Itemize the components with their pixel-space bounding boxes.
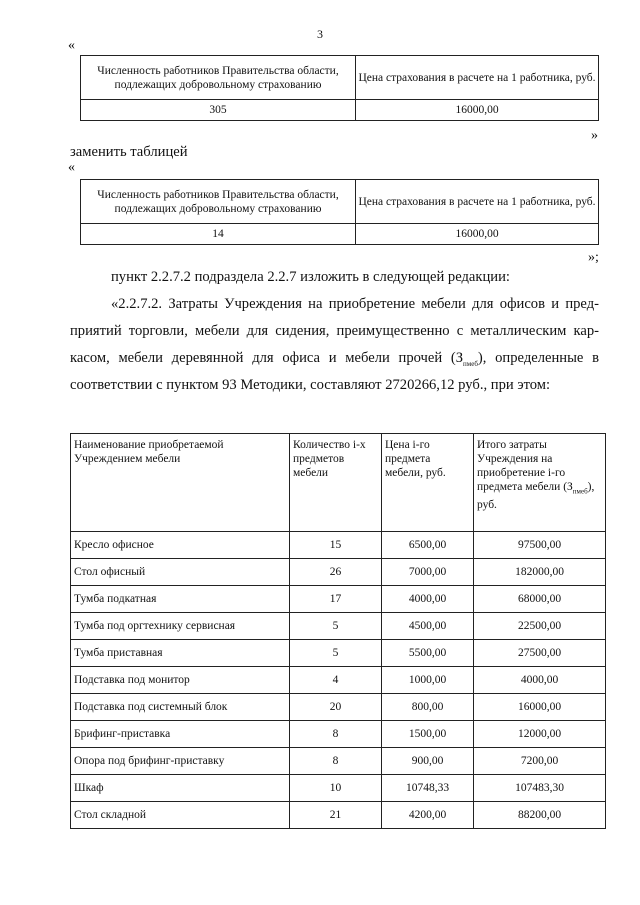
symbol-subscript: пмеб — [463, 359, 478, 368]
open-quote-2: « — [68, 160, 75, 175]
table-row — [81, 100, 599, 121]
cell-item-name: Опора под брифинг-приставку — [71, 748, 290, 775]
new-insurance-table — [80, 179, 599, 245]
page-number: 3 — [317, 27, 323, 41]
cell-employees-value: 305 — [81, 100, 356, 121]
header-cell-price: Цена страхования в расчете на 1 работника, руб. — [356, 56, 599, 100]
replace-with-text: заменить таблицей — [70, 144, 188, 160]
header-name: Наименование приобретаемой Учреждением мебели — [71, 434, 290, 532]
open-quote-1: « — [68, 38, 75, 53]
table-row — [71, 775, 606, 802]
header-total-post: ), руб. — [477, 481, 595, 512]
cell-price: 800,00 — [382, 694, 474, 721]
header-qty: Количество i-х предметов мебели — [290, 434, 382, 532]
table-row — [71, 721, 606, 748]
cell-price: 5500,00 — [382, 640, 474, 667]
cell-quantity: 10 — [290, 775, 382, 802]
header-cell-employees: Численность работников Правительства области, подлежащих добровольному страхованию — [81, 56, 356, 100]
cell-item-name: Кресло офисное — [71, 532, 290, 559]
cell-price-value: 16000,00 — [356, 224, 599, 245]
table-row — [71, 694, 606, 721]
close-quote-2: »; — [588, 250, 599, 265]
cell-price: 4500,00 — [382, 613, 474, 640]
cell-total: 107483,30 — [474, 775, 606, 802]
paragraph-line-4: соответствии с пунктом 93 Методики, составляют 2720266,12 руб., при этом: — [70, 377, 551, 393]
cell-quantity: 8 — [290, 748, 382, 775]
header-price: Цена i-го предмета мебели, руб. — [382, 434, 474, 532]
table-row — [71, 802, 606, 829]
paragraph-line-2: приятий торговли, мебели для сидения, преимущественно с металлическим кар- — [70, 323, 599, 339]
cell-total: 7200,00 — [474, 748, 606, 775]
cell-item-name: Брифинг-приставка — [71, 721, 290, 748]
cell-price: 4200,00 — [382, 802, 474, 829]
table-header-row — [71, 434, 606, 532]
cell-item-name: Тумба приставная — [71, 640, 290, 667]
cell-quantity: 17 — [290, 586, 382, 613]
header-total-sub: пмеб — [572, 487, 588, 496]
cell-quantity: 5 — [290, 640, 382, 667]
furniture-table — [70, 433, 606, 829]
table-header-row — [81, 180, 599, 224]
old-insurance-table — [80, 55, 599, 121]
cell-total: 68000,00 — [474, 586, 606, 613]
cell-total: 4000,00 — [474, 667, 606, 694]
cell-item-name: Стол офисный — [71, 559, 290, 586]
cell-total: 27500,00 — [474, 640, 606, 667]
instruction-line: пункт 2.2.7.2 подраздела 2.2.7 изложить в следующей редакции: — [111, 269, 510, 285]
paragraph-line-3-post: ), определенные в — [477, 350, 599, 366]
cell-item-name: Подставка под монитор — [71, 667, 290, 694]
cell-quantity: 15 — [290, 532, 382, 559]
cell-item-name: Тумба подкатная — [71, 586, 290, 613]
cell-price: 4000,00 — [382, 586, 474, 613]
cell-price: 1000,00 — [382, 667, 474, 694]
table-row — [71, 748, 606, 775]
header-cell-employees: Численность работников Правительства области, подлежащих добровольному страхованию — [81, 180, 356, 224]
cell-total: 88200,00 — [474, 802, 606, 829]
header-cell-price: Цена страхования в расчете на 1 работника, руб. — [356, 180, 599, 224]
cell-quantity: 21 — [290, 802, 382, 829]
cell-price: 7000,00 — [382, 559, 474, 586]
cell-total: 12000,00 — [474, 721, 606, 748]
table-row — [71, 532, 606, 559]
cell-item-name: Подставка под системный блок — [71, 694, 290, 721]
furniture-table-body — [71, 532, 606, 829]
cell-total: 22500,00 — [474, 613, 606, 640]
table-row — [71, 559, 606, 586]
cell-price: 900,00 — [382, 748, 474, 775]
cell-price-value: 16000,00 — [356, 100, 599, 121]
table-row — [71, 586, 606, 613]
cell-total: 16000,00 — [474, 694, 606, 721]
cell-employees-value: 14 — [81, 224, 356, 245]
table-header-row — [81, 56, 599, 100]
paragraph-line-3-pre: касом, мебели деревянной для офиса и мебели прочей (З — [70, 350, 464, 366]
table-row — [71, 613, 606, 640]
cell-quantity: 26 — [290, 559, 382, 586]
cell-item-name: Тумба под оргтехнику сервисная — [71, 613, 290, 640]
cell-total: 182000,00 — [474, 559, 606, 586]
table-row — [71, 667, 606, 694]
paragraph-line-1: «2.2.7.2. Затраты Учреждения на приобретение мебели для офисов и пред- — [111, 296, 599, 312]
cell-quantity: 20 — [290, 694, 382, 721]
table-row — [81, 224, 599, 245]
header-total-pre: Итого затраты Учреждения на приобретение i-го предмета мебели (З — [477, 439, 573, 493]
cell-total: 97500,00 — [474, 532, 606, 559]
header-total — [474, 434, 606, 532]
cell-price: 10748,33 — [382, 775, 474, 802]
close-quote-1: » — [591, 128, 598, 143]
cell-item-name: Шкаф — [71, 775, 290, 802]
cell-quantity: 4 — [290, 667, 382, 694]
cell-price: 1500,00 — [382, 721, 474, 748]
cell-quantity: 8 — [290, 721, 382, 748]
cell-quantity: 5 — [290, 613, 382, 640]
table-row — [71, 640, 606, 667]
cell-item-name: Стол складной — [71, 802, 290, 829]
cell-price: 6500,00 — [382, 532, 474, 559]
